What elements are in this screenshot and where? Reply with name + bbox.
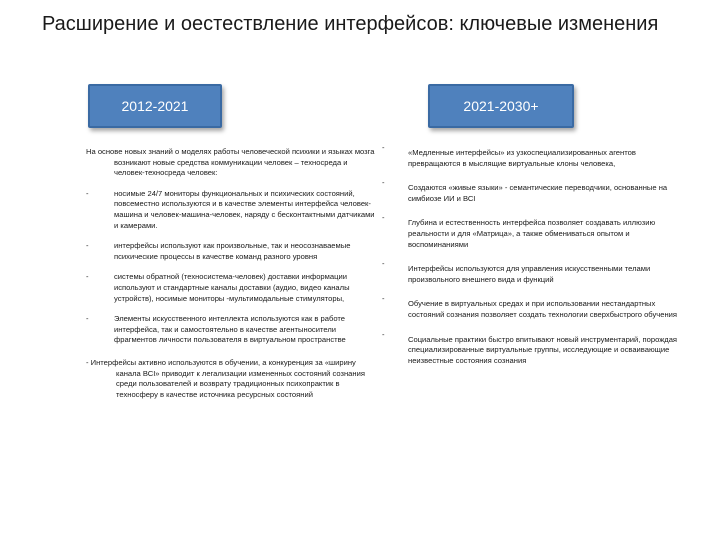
left-item-text: носимые 24/7 мониторы функциональных и психических состояний, повсеместно используются и в качестве элементы интерфейса человек-машина и человек-машина-человек, наряду с бесконтактными датчиками и камерами. — [114, 188, 375, 230]
left-list-item — [86, 189, 376, 231]
right-list-item — [380, 213, 680, 250]
right-item-text: Создаются «живые языки» - семантические переводчики, основанные на симбиозе ИИ и ВСI — [408, 183, 668, 203]
right-item-text: Социальные практики быстро впитывают новый инструментарий, порождая специализированные виртуальные группы, исследующие и осваивающие неизвестные состояния сознания — [408, 334, 678, 365]
bullet-dash: - — [86, 188, 89, 198]
bullet-dash: - — [382, 143, 385, 152]
left-last-paragraph: - Интерфейсы активно используются в обучении, а конкуренция за «ширину канала ВСI» приводит к легализации измененных состояний сознания среди пользователей и возврату традиционных психопрактик в техносферу в качестве источника ресурсных состояний — [86, 357, 365, 399]
right-item-text: Обучение в виртуальных средах и при использовании нестандартных состояний сознания позволяет создать технологии сверхбыстрого обучения — [408, 299, 678, 319]
bullet-dash: - — [382, 213, 385, 223]
right-column — [380, 140, 680, 366]
right-list-item — [380, 259, 680, 285]
right-item-text: Интерфейсы используются для управления искусственными телами произвольного внешнего вида и функций — [408, 264, 651, 284]
bullet-dash: - — [86, 241, 89, 251]
left-item-text: системы обратной (техносистема-человек) доставки информации используют и стандартные каналы доставки (аудио, видео каналы устройств), носимые мониторы -мультимодальные стимуляторы, — [114, 272, 350, 303]
right-list-item — [380, 294, 680, 320]
right-list-item — [380, 329, 680, 367]
left-column — [86, 147, 376, 400]
right-list-item — [380, 178, 680, 204]
right-item-text: Глубина и естественность интерфейса позволяет создавать иллюзию реальности и для «Матрица», а также обмениваться опытом и воспоминаниями — [408, 218, 656, 249]
bullet-dash: - — [382, 259, 385, 269]
left-list-item — [86, 241, 376, 262]
left-list-item — [86, 314, 376, 346]
right-item-text: «Медленные интерфейсы» из узкоспециализированных агентов превращаются в мыслящие виртуальные клоны человека, — [408, 148, 636, 168]
bullet-dash: - — [86, 314, 89, 324]
bullet-dash: - — [382, 329, 385, 339]
bullet-dash: - — [86, 272, 89, 282]
period-box-2021-2030: 2021-2030+ — [428, 84, 574, 128]
right-list-item — [380, 143, 680, 169]
slide-title: Расширение и оестествление интерфейсов: ключевые изменения — [42, 13, 659, 35]
bullet-dash: - — [382, 178, 385, 188]
left-intro-text: На основе новых знаний о моделях работы человеческой психики и языках мозга возникают новые средства коммуникации человек – техносреда и человек-техносреда человек: — [86, 147, 375, 178]
bullet-dash: - — [382, 294, 385, 304]
period-box-2012-2021: 2012-2021 — [88, 84, 222, 128]
left-item-text: интерфейсы используют как произвольные, так и неосознаваемые психические процессы в качестве команд разного уровня — [114, 241, 351, 261]
left-list-item — [86, 272, 376, 304]
left-item-text: Элементы искусственного интеллекта используются как в работе интерфейса, так и самостоятельно в качестве агентыносители фрагментов личности пользователя в виртуальном пространстве — [114, 314, 346, 345]
